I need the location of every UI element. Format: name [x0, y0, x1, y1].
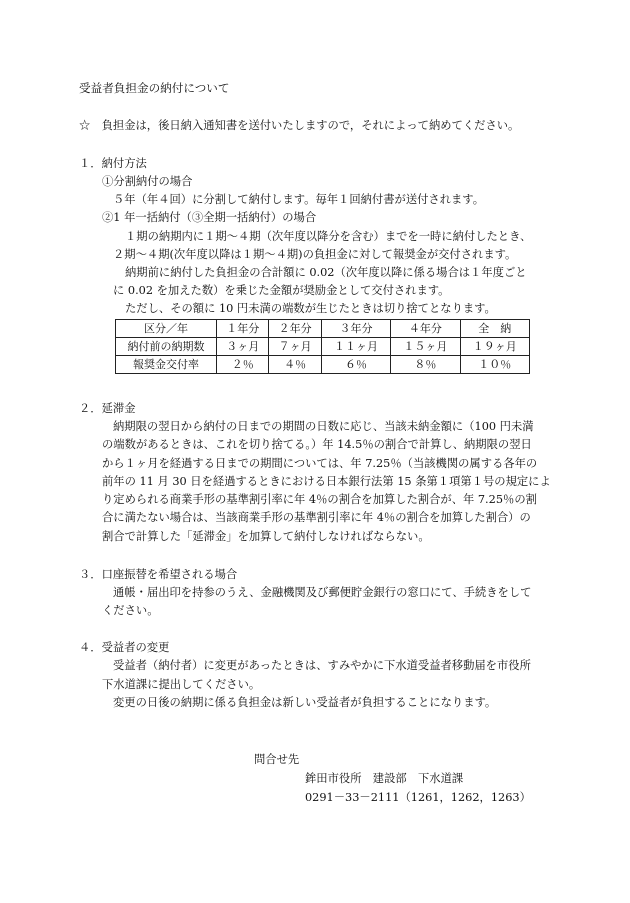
table-cell: ３年分: [321, 320, 390, 338]
section2-line: 納期限の翌日から納付の日までの期間の日数に応じ、当該未納金額に（100 円未満: [113, 420, 534, 433]
table-cell: ２年分: [269, 320, 321, 338]
table-cell: １年分: [217, 320, 269, 338]
section4-line: 変更の日後の納期に係る負担金は新しい受益者が負担することになります。: [113, 696, 497, 709]
table-cell: ６％: [321, 356, 390, 374]
table-cell: ２％: [217, 356, 269, 374]
section3-line: ください。: [102, 604, 159, 617]
table-cell: ８％: [391, 356, 460, 374]
section1-sub1-text: ５年（年４回）に分割して納付します。毎年１回納付書が送付されます。: [113, 193, 484, 206]
contact-heading: 問合せ先: [254, 753, 300, 766]
table-cell: １０％: [460, 356, 529, 374]
document-title: 受益者負担金の納付について: [79, 81, 230, 95]
section1-line: ２期～４期(次年度以降は１期～４期)の負担金に対して報奨金が交付されます。: [113, 248, 517, 261]
table-cell: １９ヶ月: [460, 338, 529, 356]
intro-notice: ☆ 負担金は，後日納入通知書を送付いたしますので，それによって納めてください。: [79, 119, 520, 132]
section1-heading: １．納付方法: [79, 157, 147, 170]
section1-line: ただし、その額に 10 円未満の端数が生じたときは切り捨てとなります。: [125, 302, 496, 315]
table-cell: 全 納: [460, 320, 529, 338]
section3-line: 通帳・届出印を持参のうえ、金融機関及び郵便貯金銀行の窓口にて、手続きをして: [113, 586, 532, 599]
table-cell: 納付前の納期数: [116, 338, 217, 356]
section1-line: １期の納期内に１期～４期（次年度以降分を含む）までを一時に納付したとき、: [125, 230, 532, 243]
table-cell: １５ヶ月: [391, 338, 460, 356]
table-cell: 報奨金交付率: [116, 356, 217, 374]
table-header-row: [116, 320, 530, 338]
table-cell: ３ヶ月: [217, 338, 269, 356]
section2-heading: ２．延滞金: [79, 402, 136, 415]
section3-heading: ３．口座振替を希望される場合: [79, 568, 238, 581]
table-cell: １１ヶ月: [321, 338, 390, 356]
contact-office: 鉾田市役所 建設部 下水道課: [305, 772, 464, 785]
section2-line: 前年の 11 月 30 日を経過するときにおける日本銀行法第 15 条第１項第１号の規定によ: [102, 475, 551, 488]
section2-line: から１ヶ月を経過する日までの期間については、年 7.25％（当該機関の属する各年の: [102, 457, 538, 470]
table-cell: ４％: [269, 356, 321, 374]
table-row: [116, 356, 530, 374]
table-cell: ４年分: [391, 320, 460, 338]
section1-sub1-heading: ①分割納付の場合: [102, 175, 193, 188]
contact-phone: 0291－33－2111（1261，1262，1263）: [305, 791, 531, 804]
section4-line: 下水道課に提出してください。: [102, 678, 261, 691]
section2-line: 割合で計算した「延滞金」を加算して納付しなければならない。: [102, 530, 430, 543]
section4-line: 受益者（納付者）に変更があったときは、すみやかに下水道受益者移動届を市役所: [113, 659, 531, 672]
section1-sub2-heading: ②1 年一括納付（③全期一括納付）の場合: [102, 211, 317, 224]
table-cell: 区分／年: [116, 320, 217, 338]
section1-line: に 0.02 を加えた数）を乗じた金額が奨励金として交付されます。: [113, 284, 450, 297]
section2-line: 合に満たない場合は、当該商業手形の基準割引率に年 4％の割合を加算した割合）の: [102, 511, 531, 524]
section1-line: 納期前に納付した負担金の合計額に 0.02（次年度以降に係る場合は１年度ごと: [125, 266, 527, 279]
reward-rate-table: [115, 319, 530, 374]
section2-line: り定められる商業手形の基準割引率に年 4％の割合を加算した割合が、年 7.25％の割: [102, 493, 537, 506]
section2-line: の端数があるときは、これを切り捨てる。）年 14.5％の割合で計算し、納期限の翌日: [102, 438, 532, 451]
table-cell: ７ヶ月: [269, 338, 321, 356]
section4-heading: ４．受益者の変更: [79, 641, 170, 654]
table-row: [116, 338, 530, 356]
